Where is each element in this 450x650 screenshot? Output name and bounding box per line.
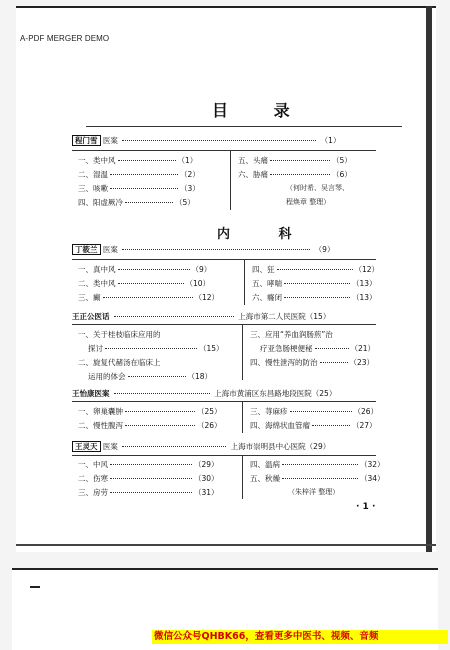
toc-item[interactable]: 探讨 （15） (88, 344, 224, 353)
column-divider (242, 455, 243, 499)
toc-item[interactable]: 四、海绵状血管瘤 （27） (250, 421, 377, 430)
entry-affiliation: 上海市黄浦区东昌路地段医院 (214, 389, 312, 398)
column-divider (242, 324, 243, 380)
entry-affiliation: 上海市第二人民医院 (238, 312, 306, 321)
toc-item[interactable]: 一、类中风 （1） (78, 156, 198, 165)
toc-item[interactable]: 二、湿温 （2） (78, 170, 200, 179)
toc-item[interactable]: 运用的体会 （18） (88, 372, 213, 381)
toc-item[interactable]: 二、慢性腹泻 （26） (78, 421, 222, 430)
toc-item[interactable]: 四、狂 （12） (252, 265, 380, 274)
dot-leader (122, 140, 316, 141)
dot-leader (122, 249, 310, 250)
toc-entry-wang-zhenggong[interactable] (72, 311, 330, 322)
entry-label: 医案 (102, 442, 118, 451)
toc-item[interactable]: 四、慢性泄泻的防治 （23） (250, 358, 375, 367)
toc-item[interactable]: 疗亚急肠梗便秘 （21） (260, 344, 376, 353)
toc-item[interactable]: 六、癃闭 （13） (252, 293, 377, 302)
section-title: 内 科 (217, 227, 314, 242)
entry-affiliation: 上海市崇明县中心医院 (230, 442, 306, 451)
toc-item[interactable]: 二、伤寒 （30） (78, 474, 219, 483)
toc-entry-ding[interactable] (72, 244, 334, 255)
entry-name: 王正公 (72, 312, 95, 321)
dot-leader (122, 446, 226, 447)
watermark-text: A-PDF MERGER DEMO (20, 34, 110, 43)
entry-label: 医话 (94, 312, 110, 321)
toc-item[interactable]: 二、旋复代赭汤在临床上 (78, 358, 161, 367)
group-rule (72, 455, 376, 456)
entry-label: 医案 (94, 389, 110, 398)
toc-item[interactable]: 六、胁痛 （6） (238, 170, 352, 179)
dot-leader (114, 316, 234, 317)
toc-item[interactable]: 一、关于桂枝临床应用的 (78, 330, 161, 339)
scan-edge-top (12, 568, 438, 570)
entry-page: （9） (314, 245, 335, 254)
toc-item[interactable]: 五、秋燥 （34） (250, 474, 385, 483)
scan-edge-right (426, 6, 432, 552)
entry-page: （1） (320, 136, 341, 145)
editor-note: （朱梓洋 整理） (288, 488, 340, 496)
toc-item[interactable]: 一、真中风 （9） (78, 265, 212, 274)
group-rule (72, 150, 376, 151)
document-page (16, 6, 436, 552)
toc-entry-wang-lingtian[interactable] (72, 441, 330, 452)
title-rule (86, 126, 402, 127)
group-rule (72, 324, 376, 325)
toc-item[interactable]: 五、哮喘 （13） (252, 279, 377, 288)
toc-item[interactable]: 三、咳嗽 （3） (78, 184, 200, 193)
toc-item[interactable]: 四、阳虚厥冷 （5） (78, 198, 195, 207)
entry-name: 王怡康 (72, 389, 95, 398)
entry-label: 医案 (102, 245, 118, 254)
toc-entry-cheng[interactable] (72, 135, 340, 146)
toc-item[interactable]: 二、类中风 （10） (78, 279, 211, 288)
toc-item[interactable]: 三、癫 （12） (78, 293, 220, 302)
toc-item[interactable]: 一、卵巢囊肿 （25） (78, 407, 222, 416)
editor-note: 程焕章 整理） (286, 198, 331, 206)
entry-name: 王灵天 (72, 441, 101, 452)
column-divider (242, 401, 243, 433)
column-divider (244, 259, 245, 305)
column-divider (230, 150, 231, 210)
entry-page: （15） (305, 312, 331, 321)
entry-name: 丁筱兰 (72, 244, 101, 255)
editor-note: （何时希、吴言琴、 (286, 184, 349, 192)
group-rule (72, 401, 376, 402)
group-rule (72, 259, 376, 260)
scan-mark (30, 586, 40, 588)
toc-item[interactable]: 四、温病 （32） (250, 460, 385, 469)
scan-edge-bottom (16, 544, 436, 546)
toc-item[interactable]: 五、头痛 （5） (238, 156, 352, 165)
toc-item[interactable]: 三、房劳 （31） (78, 488, 219, 497)
toc-item[interactable]: 一、中风 （29） (78, 460, 219, 469)
promo-banner[interactable]: 微信公众号QHBK66，查看更多中医书、视频、音频 (152, 630, 448, 644)
dot-leader (114, 393, 210, 394)
page-number: · 1 · (356, 502, 376, 512)
toc-item[interactable]: 三、荨麻疹 （26） (250, 407, 379, 416)
entry-label: 医案 (102, 136, 118, 145)
entry-page: （25） (311, 389, 337, 398)
toc-title: 目 录 (212, 101, 310, 120)
toc-entry-wang-yikang[interactable] (72, 388, 336, 399)
entry-name: 程门雪 (72, 135, 101, 146)
entry-page: （29） (305, 442, 331, 451)
scan-edge-top (16, 6, 436, 8)
toc-item[interactable]: 三、应用“养血润肠煎”治 (250, 330, 333, 339)
